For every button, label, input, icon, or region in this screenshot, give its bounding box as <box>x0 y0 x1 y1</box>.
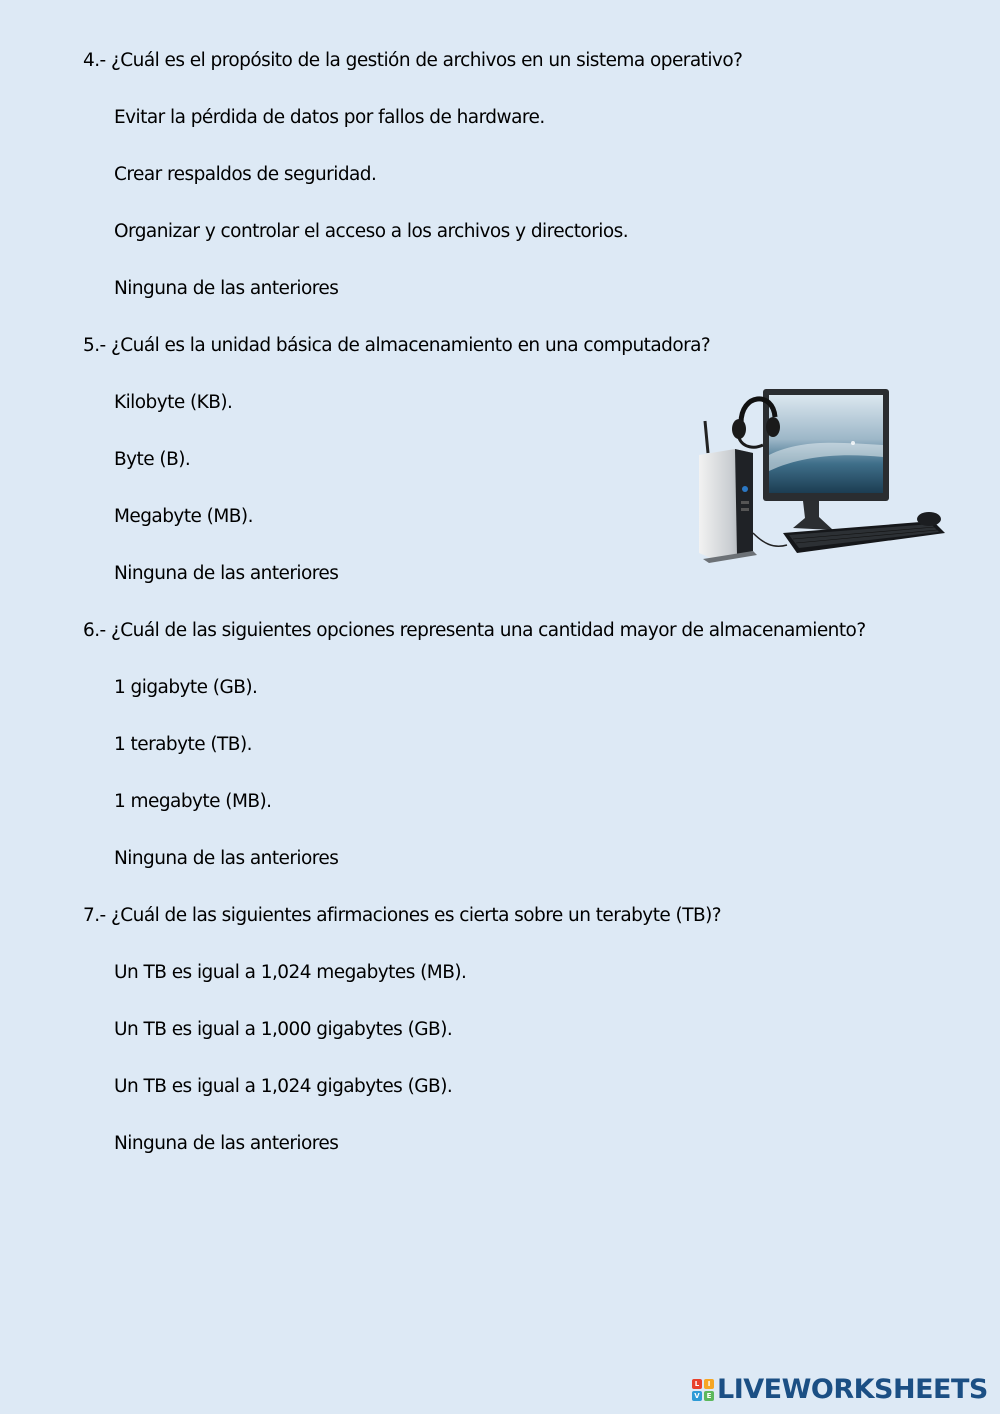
question-7-option-4[interactable]: Ninguna de las anteriores <box>114 1133 339 1154</box>
question-6-text: 6.- ¿Cuál de las siguientes opciones representa una cantidad mayor de almacenamiento? <box>83 620 866 641</box>
question-7-option-1[interactable]: Un TB es igual a 1,024 megabytes (MB). <box>114 962 467 983</box>
question-4-option-3[interactable]: Organizar y controlar el acceso a los archivos y directorios. <box>114 221 629 242</box>
logo-grid-cell: V <box>692 1391 702 1401</box>
question-6-option-4[interactable]: Ninguna de las anteriores <box>114 848 339 869</box>
logo-grid-cell: L <box>692 1379 702 1389</box>
question-5-option-3[interactable]: Megabyte (MB). <box>114 506 253 527</box>
logo-grid-cell: E <box>704 1391 714 1401</box>
question-4-option-4[interactable]: Ninguna de las anteriores <box>114 278 339 299</box>
question-7-option-3[interactable]: Un TB es igual a 1,024 gigabytes (GB). <box>114 1076 453 1097</box>
question-7-text: 7.- ¿Cuál de las siguientes afirmaciones es cierta sobre un terabyte (TB)? <box>83 905 722 926</box>
question-6-option-3[interactable]: 1 megabyte (MB). <box>114 791 272 812</box>
logo-grid-icon <box>692 1379 714 1401</box>
question-6-option-1[interactable]: 1 gigabyte (GB). <box>114 677 258 698</box>
question-4-text: 4.- ¿Cuál es el propósito de la gestión de archivos en un sistema operativo? <box>83 50 743 71</box>
question-5-option-1[interactable]: Kilobyte (KB). <box>114 392 233 413</box>
question-5-option-2[interactable]: Byte (B). <box>114 449 191 470</box>
question-4-option-2[interactable]: Crear respaldos de seguridad. <box>114 164 377 185</box>
question-5-option-4[interactable]: Ninguna de las anteriores <box>114 563 339 584</box>
logo-grid-cell: I <box>704 1379 714 1389</box>
computer-illustration <box>693 383 949 565</box>
question-7-option-2[interactable]: Un TB es igual a 1,000 gigabytes (GB). <box>114 1019 453 1040</box>
question-5-text: 5.- ¿Cuál es la unidad básica de almacenamiento en una computadora? <box>83 335 711 356</box>
question-6-option-2[interactable]: 1 terabyte (TB). <box>114 734 252 755</box>
logo-text: LIVEWORKSHEETS <box>717 1374 988 1405</box>
question-4-option-1[interactable]: Evitar la pérdida de datos por fallos de hardware. <box>114 107 545 128</box>
liveworksheets-logo[interactable] <box>692 1374 988 1406</box>
